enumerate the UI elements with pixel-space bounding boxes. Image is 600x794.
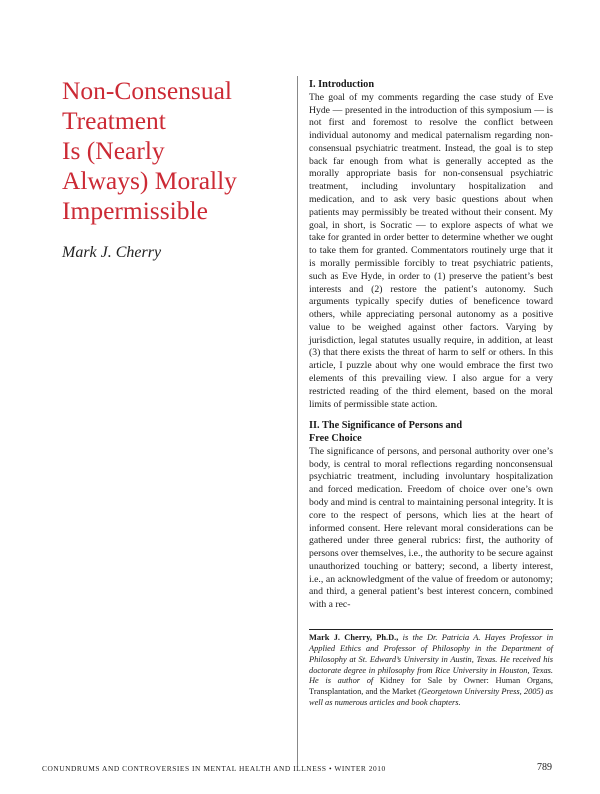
- footnote-divider: [309, 629, 553, 630]
- author-footnote: [309, 633, 553, 709]
- introduction-paragraph: The goal of my comments regarding the case study of Eve Hyde — presented in the introduction of this symposium — is not first and foremost to resolve the conflict between individual autonomy and medical paternalism regarding non-consensual psychiatric treatment. Instead, the goal is to step back far enough from what is generally accepted as the morally appropriate basis for non-consensual psychiatric treatment, including involuntary hospitalization and medication, and to ask very basic questions about when patients may permissibly be treated without their consent. My goal, in short, is Socratic — to explore aspects of what we take for granted in order better to determine whether we ought to take them for granted. Commentators routinely urge that it is morally permissible forcibly to treat psychiatric patients, such as Eve Hyde, in order to (1) preserve the patient’s best interests and (2) restore the patient’s autonomy. Such arguments typically specify duties of beneficence toward others, while appreciating personal autonomy as a positive value to be weighed against other factors. Varying by jurisdiction, legal statutes usually require, in addition, at least (3) that there exists the threat of harm to self or others. In this article, I puzzle about why one would embrace the first two elements of this prevailing view. I also argue for a very restricted reading of the third element, based on the moral limits of permissible state action.: [309, 91, 553, 410]
- title-line: Always) Morally: [62, 166, 237, 195]
- footnote-author-name: Mark J. Cherry, Ph.D.,: [309, 633, 399, 642]
- title-line: Is (Nearly: [62, 136, 165, 165]
- journal-running-footer: CONUNDRUMS AND CONTROVERSIES IN MENTAL HEALTH AND ILLNESS • WINTER 2010: [42, 764, 386, 773]
- section-heading-introduction: [309, 79, 553, 92]
- footnote-bio-part: is the Dr. Patricia A. Hayes Professor in Applied Ethics and Professor of Philosophy in the Department of Philosophy at St. Edward’s University in Austin, Texas. He received his doctorate degree in philosophy from Rice University in Houston, Texas. He is author of: [309, 633, 554, 686]
- section-heading-significance: [309, 420, 553, 446]
- section-heading-line: II. The Significance of Persons and: [309, 420, 463, 432]
- significance-paragraph: The significance of persons, and personal authority over one’s body, is central to moral reflections regarding nonconsensual psychiatric treatment, including involuntary hospitalization and forced medication. Freedom of choice over one’s own body and mind is central to maintaining personal integrity. It is core to the respect of persons, which lies at the heart of informed consent. Here relevant moral considerations can be gathered under three general rubrics: first, the authority of persons over themselves, i.e., the authority to be secure against unauthorized touching or battery; second, a liberty interest, i.e., an acknowledgment of the value of freedom or autonomy; and third, a general patient’s best interest concern, combined with a rec-: [309, 445, 553, 611]
- author-name: Mark J. Cherry: [62, 244, 162, 261]
- section-heading-line: I. Introduction: [309, 79, 375, 90]
- footnote-bio-part: (Georgetown University Press, 2005) as well as numerous articles and book chapters.: [309, 687, 553, 708]
- title-line: Impermissible: [62, 196, 208, 225]
- article-body: [309, 79, 553, 612]
- section-heading-line: Free Choice: [309, 433, 362, 445]
- column-divider: [297, 76, 298, 766]
- page-number: 789: [537, 762, 552, 773]
- title-line: Treatment: [62, 106, 166, 135]
- article-title: [62, 76, 292, 226]
- title-line: Non-Consensual: [62, 76, 232, 105]
- page-footer: [42, 764, 552, 778]
- footnote-book-title: Kidney for Sale by Owner: Human Organs, Transplantation, and the Market: [309, 676, 553, 697]
